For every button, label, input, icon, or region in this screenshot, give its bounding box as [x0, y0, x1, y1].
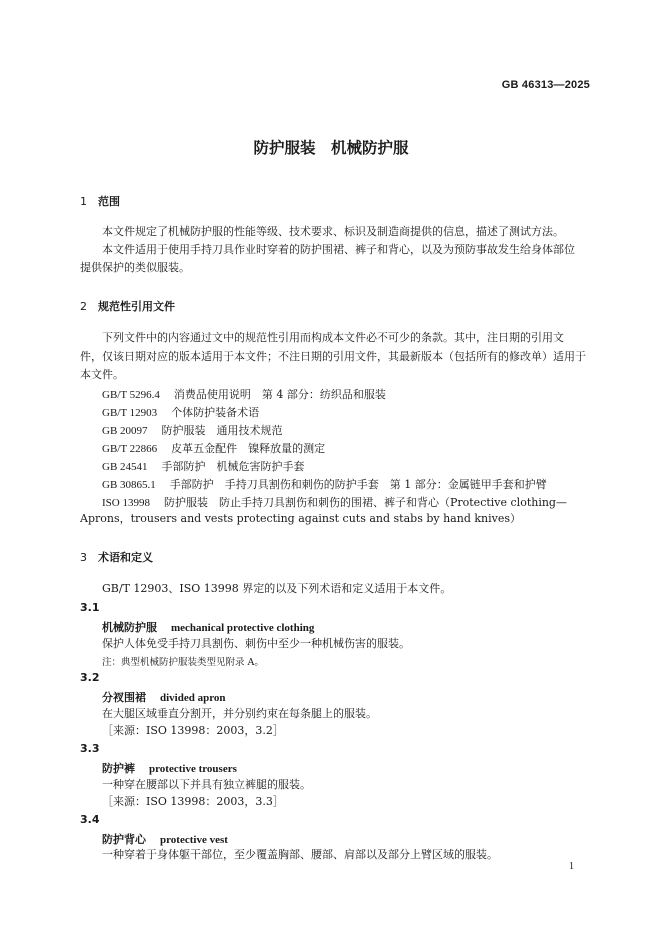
term-source: ［来源：ISO 13998：2003，3.3］ — [102, 795, 284, 808]
document-title: 防护服装 机械防护服 — [253, 139, 409, 157]
term-heading: 防护裤 protective trousers — [102, 762, 237, 775]
reference-item: GB/T 12903 个体防护装备术语 — [102, 406, 260, 419]
term-definition: 保护人体免受手持刀具割伤、刺伤中至少一种机械伤害的服装。 — [102, 637, 410, 650]
standard-code: GB 46313—2025 — [501, 79, 590, 91]
section-1-line-2: 本文件适用于使用手持刀具作业时穿着的防护围裙、裤子和背心，以及为预防事故发生给身体部位 — [102, 243, 575, 256]
term-note: 注：典型机械防护服装类型见附录 A。 — [102, 657, 264, 668]
section-3-intro: GB/T 12903、ISO 13998 界定的以及下列术语和定义适用于本文件。 — [102, 582, 452, 595]
term-definition: 一种穿在腰部以下并具有独立裤腿的服装。 — [102, 778, 311, 791]
term-number: 3.2 — [80, 671, 100, 684]
reference-item: GB 30865.1 手部防护 手持刀具割伤和刺伤的防护手套 第 1 部分：金属链甲手套和护臂 — [102, 478, 547, 491]
term-source: ［来源：ISO 13998：2003，3.2］ — [102, 724, 284, 737]
reference-continuation: Aprons，trousers and vests protecting against cuts and stabs by hand knives） — [80, 512, 521, 525]
section-1-heading: 1 范围 — [80, 195, 120, 208]
page-number: 1 — [569, 861, 574, 872]
term-number: 3.4 — [80, 813, 100, 826]
section-2-line-1: 下列文件中的内容通过文中的规范性引用而构成本文件必不可少的条款。其中，注日期的引用文 — [102, 331, 564, 344]
reference-item: GB/T 22866 皮革五金配件 镍释放量的测定 — [102, 442, 326, 455]
reference-item: ISO 13998 防护服装 防止手持刀具割伤和刺伤的围裙、裤子和背心（Protective clothing— — [102, 496, 567, 509]
term-definition: 一种穿着于身体躯干部位，至少覆盖胸部、腰部、肩部以及部分上臂区域的服装。 — [102, 848, 498, 861]
section-1-line-1: 本文件规定了机械防护服的性能等级、技术要求、标识及制造商提供的信息，描述了测试方法。 — [102, 225, 564, 238]
section-1-line-3: 提供保护的类似服装。 — [80, 261, 190, 274]
section-2-line-2: 件，仅该日期对应的版本适用于本文件；不注日期的引用文件，其最新版本（包括所有的修改单）适用于 — [80, 350, 586, 363]
term-number: 3.1 — [80, 601, 100, 614]
reference-item: GB 24541 手部防护 机械危害防护手套 — [102, 460, 305, 473]
reference-item: GB/T 5296.4 消费品使用说明 第 4 部分：纺织品和服装 — [102, 388, 386, 401]
term-definition: 在大腿区域垂直分割开，并分别约束在每条腿上的服装。 — [102, 707, 377, 720]
term-number: 3.3 — [80, 742, 100, 755]
term-heading: 分衩围裙 divided apron — [102, 691, 226, 704]
section-2-heading: 2 规范性引用文件 — [80, 300, 175, 313]
term-heading: 机械防护服 mechanical protective clothing — [102, 621, 315, 634]
section-2-line-3: 本文件。 — [80, 368, 124, 381]
term-heading: 防护背心 protective vest — [102, 833, 228, 846]
reference-item: GB 20097 防护服装 通用技术规范 — [102, 424, 283, 437]
section-3-heading: 3 术语和定义 — [80, 551, 153, 564]
